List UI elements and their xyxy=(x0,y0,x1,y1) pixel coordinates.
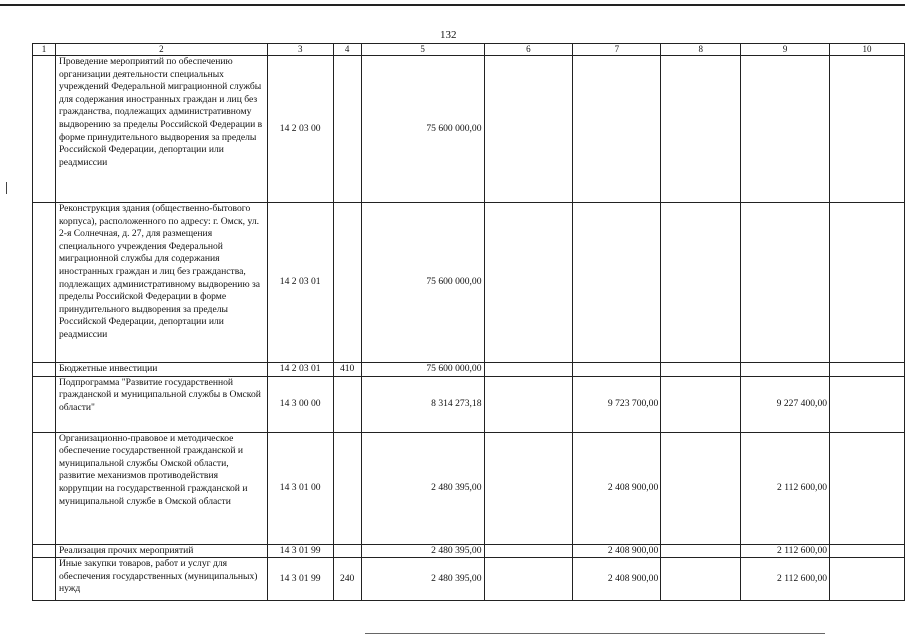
col-header-2: 2 xyxy=(55,44,267,56)
row-index-cell xyxy=(33,363,56,377)
row-amount-6 xyxy=(484,203,573,363)
row-code: 14 3 01 00 xyxy=(267,432,333,544)
row-description: Бюджетные инвестиции xyxy=(55,363,267,377)
row-description: Проведение мероприятий по обеспечению организации деятельности специальных учреждений Федеральной миграционной службы для содержания иностранных граждан и лиц без гражданства, подлежащих административному выдворению за пределы Российской Федерации в форме принудительного выдворения за пределы Российской Федерации, депортации или реадмиссии xyxy=(55,56,267,203)
row-amount-5: 2 480 395,00 xyxy=(361,558,484,601)
row-amount-8 xyxy=(661,432,741,544)
row-kvr xyxy=(333,203,361,363)
row-amount-10 xyxy=(830,558,905,601)
row-amount-9: 2 112 600,00 xyxy=(741,432,830,544)
col-header-6: 6 xyxy=(484,44,573,56)
top-rule xyxy=(0,4,905,6)
row-amount-5: 2 480 395,00 xyxy=(361,432,484,544)
row-amount-10 xyxy=(830,376,905,432)
row-amount-5: 75 600 000,00 xyxy=(361,363,484,377)
row-code: 14 3 01 99 xyxy=(267,544,333,558)
col-header-7: 7 xyxy=(573,44,661,56)
header-row xyxy=(33,44,905,56)
row-amount-5: 75 600 000,00 xyxy=(361,203,484,363)
col-header-1: 1 xyxy=(33,44,56,56)
col-header-5: 5 xyxy=(361,44,484,56)
row-amount-10 xyxy=(830,544,905,558)
row-amount-10 xyxy=(830,432,905,544)
row-amount-9: 2 112 600,00 xyxy=(741,558,830,601)
row-description: Организационно-правовое и методическое обеспечение государственной гражданской и муниципальной службы Омской области, развитие механизмов противодействия коррупции на государственной гражданской и муниципальной службе в Омской области xyxy=(55,432,267,544)
table-row xyxy=(33,203,905,363)
col-header-9: 9 xyxy=(741,44,830,56)
row-description: Иные закупки товаров, работ и услуг для обеспечения государственных (муниципальных) нужд xyxy=(55,558,267,601)
col-header-3: 3 xyxy=(267,44,333,56)
row-amount-9: 9 227 400,00 xyxy=(741,376,830,432)
row-kvr xyxy=(333,56,361,203)
budget-table xyxy=(32,43,905,601)
row-kvr xyxy=(333,432,361,544)
row-index-cell xyxy=(33,203,56,363)
row-kvr xyxy=(333,376,361,432)
col-header-10: 10 xyxy=(830,44,905,56)
row-description: Подпрограмма "Развитие государственной гражданской и муниципальной службы в Омской области" xyxy=(55,376,267,432)
row-amount-7: 2 408 900,00 xyxy=(573,544,661,558)
row-kvr: 410 xyxy=(333,363,361,377)
bottom-rule xyxy=(365,633,825,634)
row-amount-7 xyxy=(573,56,661,203)
row-amount-7: 9 723 700,00 xyxy=(573,376,661,432)
row-amount-10 xyxy=(830,363,905,377)
row-amount-7 xyxy=(573,203,661,363)
table-row xyxy=(33,363,905,377)
row-amount-8 xyxy=(661,56,741,203)
row-amount-10 xyxy=(830,56,905,203)
row-amount-6 xyxy=(484,558,573,601)
row-amount-7: 2 408 900,00 xyxy=(573,558,661,601)
row-amount-7: 2 408 900,00 xyxy=(573,432,661,544)
row-index-cell xyxy=(33,56,56,203)
row-amount-6 xyxy=(484,363,573,377)
row-amount-8 xyxy=(661,544,741,558)
row-code: 14 3 00 00 xyxy=(267,376,333,432)
row-amount-5: 8 314 273,18 xyxy=(361,376,484,432)
row-index-cell xyxy=(33,432,56,544)
row-amount-5: 75 600 000,00 xyxy=(361,56,484,203)
table-row xyxy=(33,376,905,432)
row-amount-7 xyxy=(573,363,661,377)
row-code: 14 2 03 01 xyxy=(267,203,333,363)
row-amount-5: 2 480 395,00 xyxy=(361,544,484,558)
row-amount-6 xyxy=(484,432,573,544)
row-amount-6 xyxy=(484,376,573,432)
row-index-cell xyxy=(33,558,56,601)
row-index-cell xyxy=(33,544,56,558)
row-amount-8 xyxy=(661,376,741,432)
row-kvr: 240 xyxy=(333,558,361,601)
table-row xyxy=(33,558,905,601)
page-number: 132 xyxy=(440,29,457,41)
row-amount-8 xyxy=(661,203,741,363)
row-amount-8 xyxy=(661,363,741,377)
scan-mark xyxy=(6,182,7,194)
row-amount-6 xyxy=(484,56,573,203)
row-code: 14 2 03 01 xyxy=(267,363,333,377)
row-amount-9 xyxy=(741,203,830,363)
table-row xyxy=(33,56,905,203)
col-header-8: 8 xyxy=(661,44,741,56)
row-amount-9: 2 112 600,00 xyxy=(741,544,830,558)
table-row xyxy=(33,432,905,544)
row-amount-9 xyxy=(741,363,830,377)
row-description: Реконструкция здания (общественно-бытового корпуса), расположенного по адресу: г. Омск, ул. 2-я Солнечная, д. 27, для размещения специального учреждения Федеральной миграционной службы для содержания иностранных граждан и лиц без гражданства, подлежащих административному выдворению за пределы Российской Федерации в форме принудительного выдворения за пределы Российской Федерации, депортации или реадмиссии xyxy=(55,203,267,363)
row-amount-6 xyxy=(484,544,573,558)
row-amount-8 xyxy=(661,558,741,601)
row-code: 14 3 01 99 xyxy=(267,558,333,601)
table-row xyxy=(33,544,905,558)
row-kvr xyxy=(333,544,361,558)
row-code: 14 2 03 00 xyxy=(267,56,333,203)
row-description: Реализация прочих мероприятий xyxy=(55,544,267,558)
row-amount-9 xyxy=(741,56,830,203)
col-header-4: 4 xyxy=(333,44,361,56)
row-amount-10 xyxy=(830,203,905,363)
row-index-cell xyxy=(33,376,56,432)
